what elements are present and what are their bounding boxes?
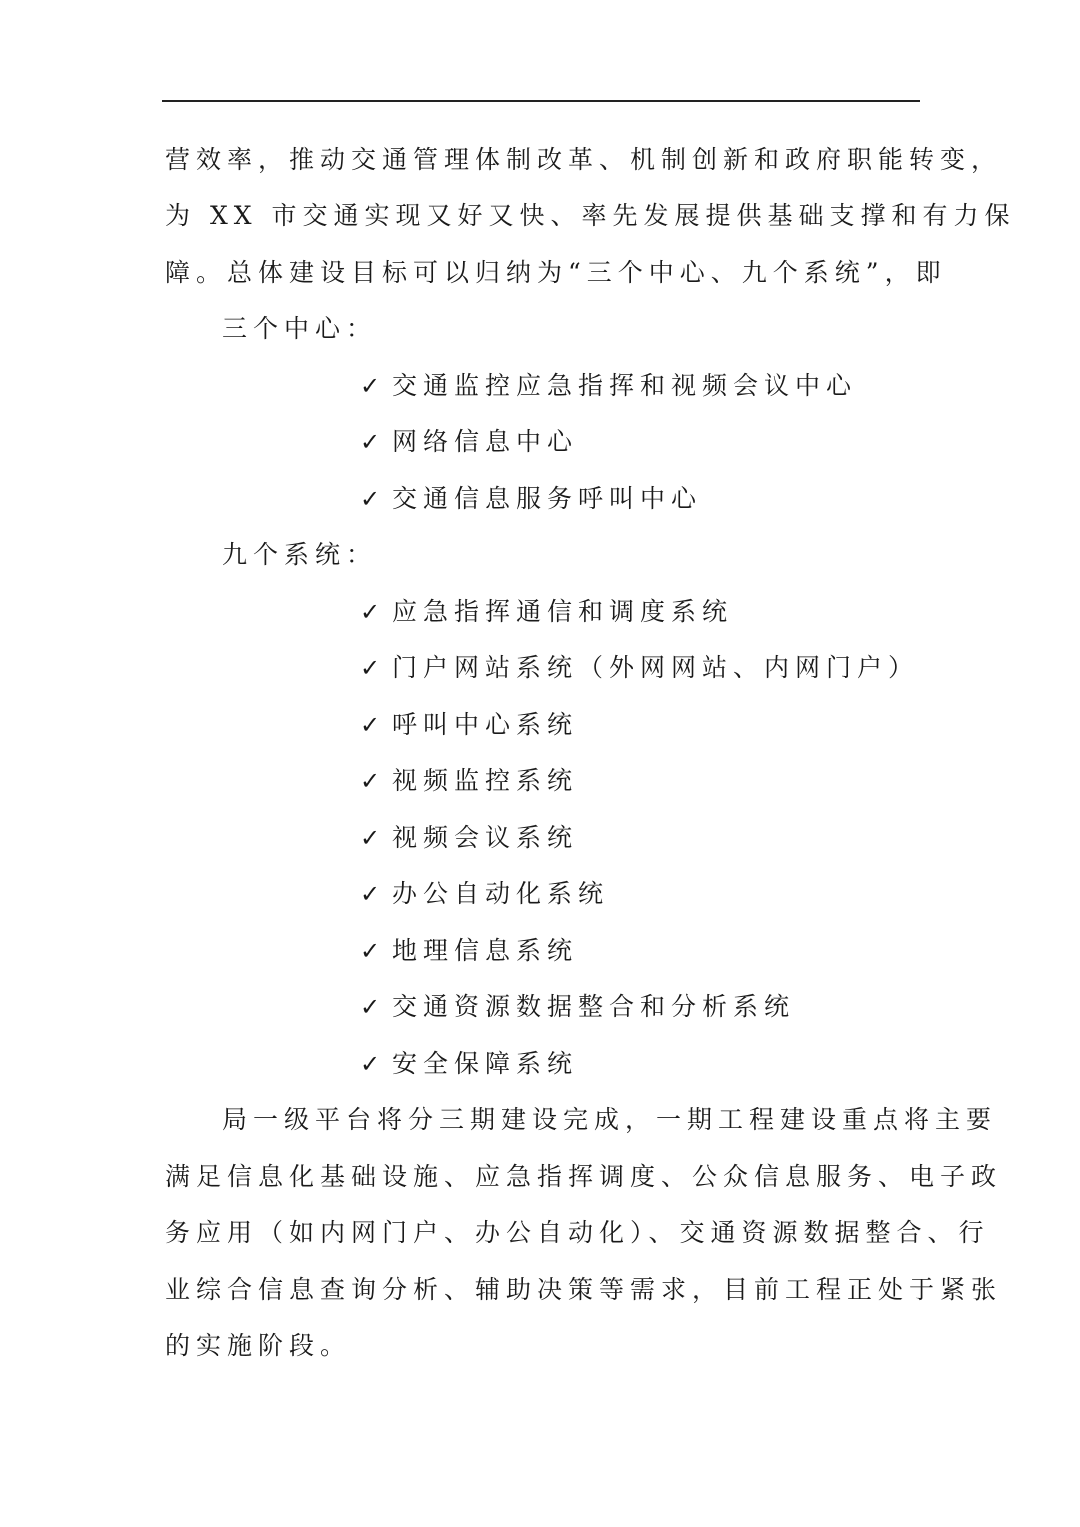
list-item-label: 交通监控应急指挥和视频会议中心 [392, 371, 858, 400]
checkmark-icon: ✓ [360, 372, 381, 400]
list-item-label: 交通信息服务呼叫中心 [392, 484, 703, 513]
closing-line-5: 的实施阶段。 [165, 1331, 352, 1360]
closing-line-3: 务应用（如内网门户、办公自动化）、交通资源数据整合、行 [165, 1218, 990, 1247]
list-item-label: 应急指挥通信和调度系统 [392, 597, 734, 626]
list-item-label: 地理信息系统 [392, 936, 579, 965]
list-item [360, 818, 578, 858]
checkmark-icon: ✓ [360, 428, 381, 456]
checkmark-icon: ✓ [360, 485, 381, 513]
list-item-label: 安全保障系统 [392, 1049, 579, 1078]
checkmark-icon: ✓ [360, 1050, 381, 1078]
checkmark-icon: ✓ [360, 767, 381, 795]
intro-line-1: 营效率，推动交通管理体制改革、机制创新和政府职能转变， [165, 145, 1003, 174]
intro-line-3: 障。总体建设目标可以归纳为“三个中心、九个系统”，即 [165, 258, 947, 287]
list-item-label: 视频会议系统 [392, 823, 579, 852]
checkmark-icon: ✓ [360, 937, 381, 965]
checkmark-icon: ✓ [360, 993, 381, 1021]
list-item [360, 1044, 578, 1084]
list-item [360, 648, 919, 688]
list-item [360, 592, 733, 632]
list-item-label: 视频监控系统 [392, 766, 579, 795]
list-item [360, 874, 609, 914]
list-item-label: 办公自动化系统 [392, 879, 610, 908]
list-item-label: 交通资源数据整合和分析系统 [392, 992, 796, 1021]
list-item [360, 987, 795, 1027]
closing-line-4: 业综合信息查询分析、辅助决策等需求，目前工程正处于紧张 [165, 1275, 1003, 1304]
checkmark-icon: ✓ [360, 880, 381, 908]
list-item-label: 呼叫中心系统 [392, 710, 579, 739]
checkmark-icon: ✓ [360, 598, 381, 626]
list-item-label: 门户网站系统（外网网站、内网门户） [392, 653, 920, 682]
checkmark-icon: ✓ [360, 824, 381, 852]
intro-line-2: 为 XX 市交通实现又好又快、率先发展提供基础支撑和有力保 [165, 201, 1016, 230]
list-item [360, 761, 578, 801]
systems-heading: 九个系统： [222, 540, 378, 569]
checkmark-icon: ✓ [360, 654, 381, 682]
closing-line-1: 局一级平台将分三期建设完成，一期工程建设重点将主要 [222, 1105, 998, 1134]
list-item [360, 479, 702, 519]
list-item-label: 网络信息中心 [392, 427, 579, 456]
closing-line-2: 满足信息化基础设施、应急指挥调度、公众信息服务、电子政 [165, 1162, 1003, 1191]
centers-heading: 三个中心： [222, 314, 378, 343]
list-item [360, 366, 857, 406]
header-rule [162, 100, 920, 102]
list-item [360, 705, 578, 745]
list-item [360, 931, 578, 971]
list-item [360, 422, 578, 462]
checkmark-icon: ✓ [360, 711, 381, 739]
